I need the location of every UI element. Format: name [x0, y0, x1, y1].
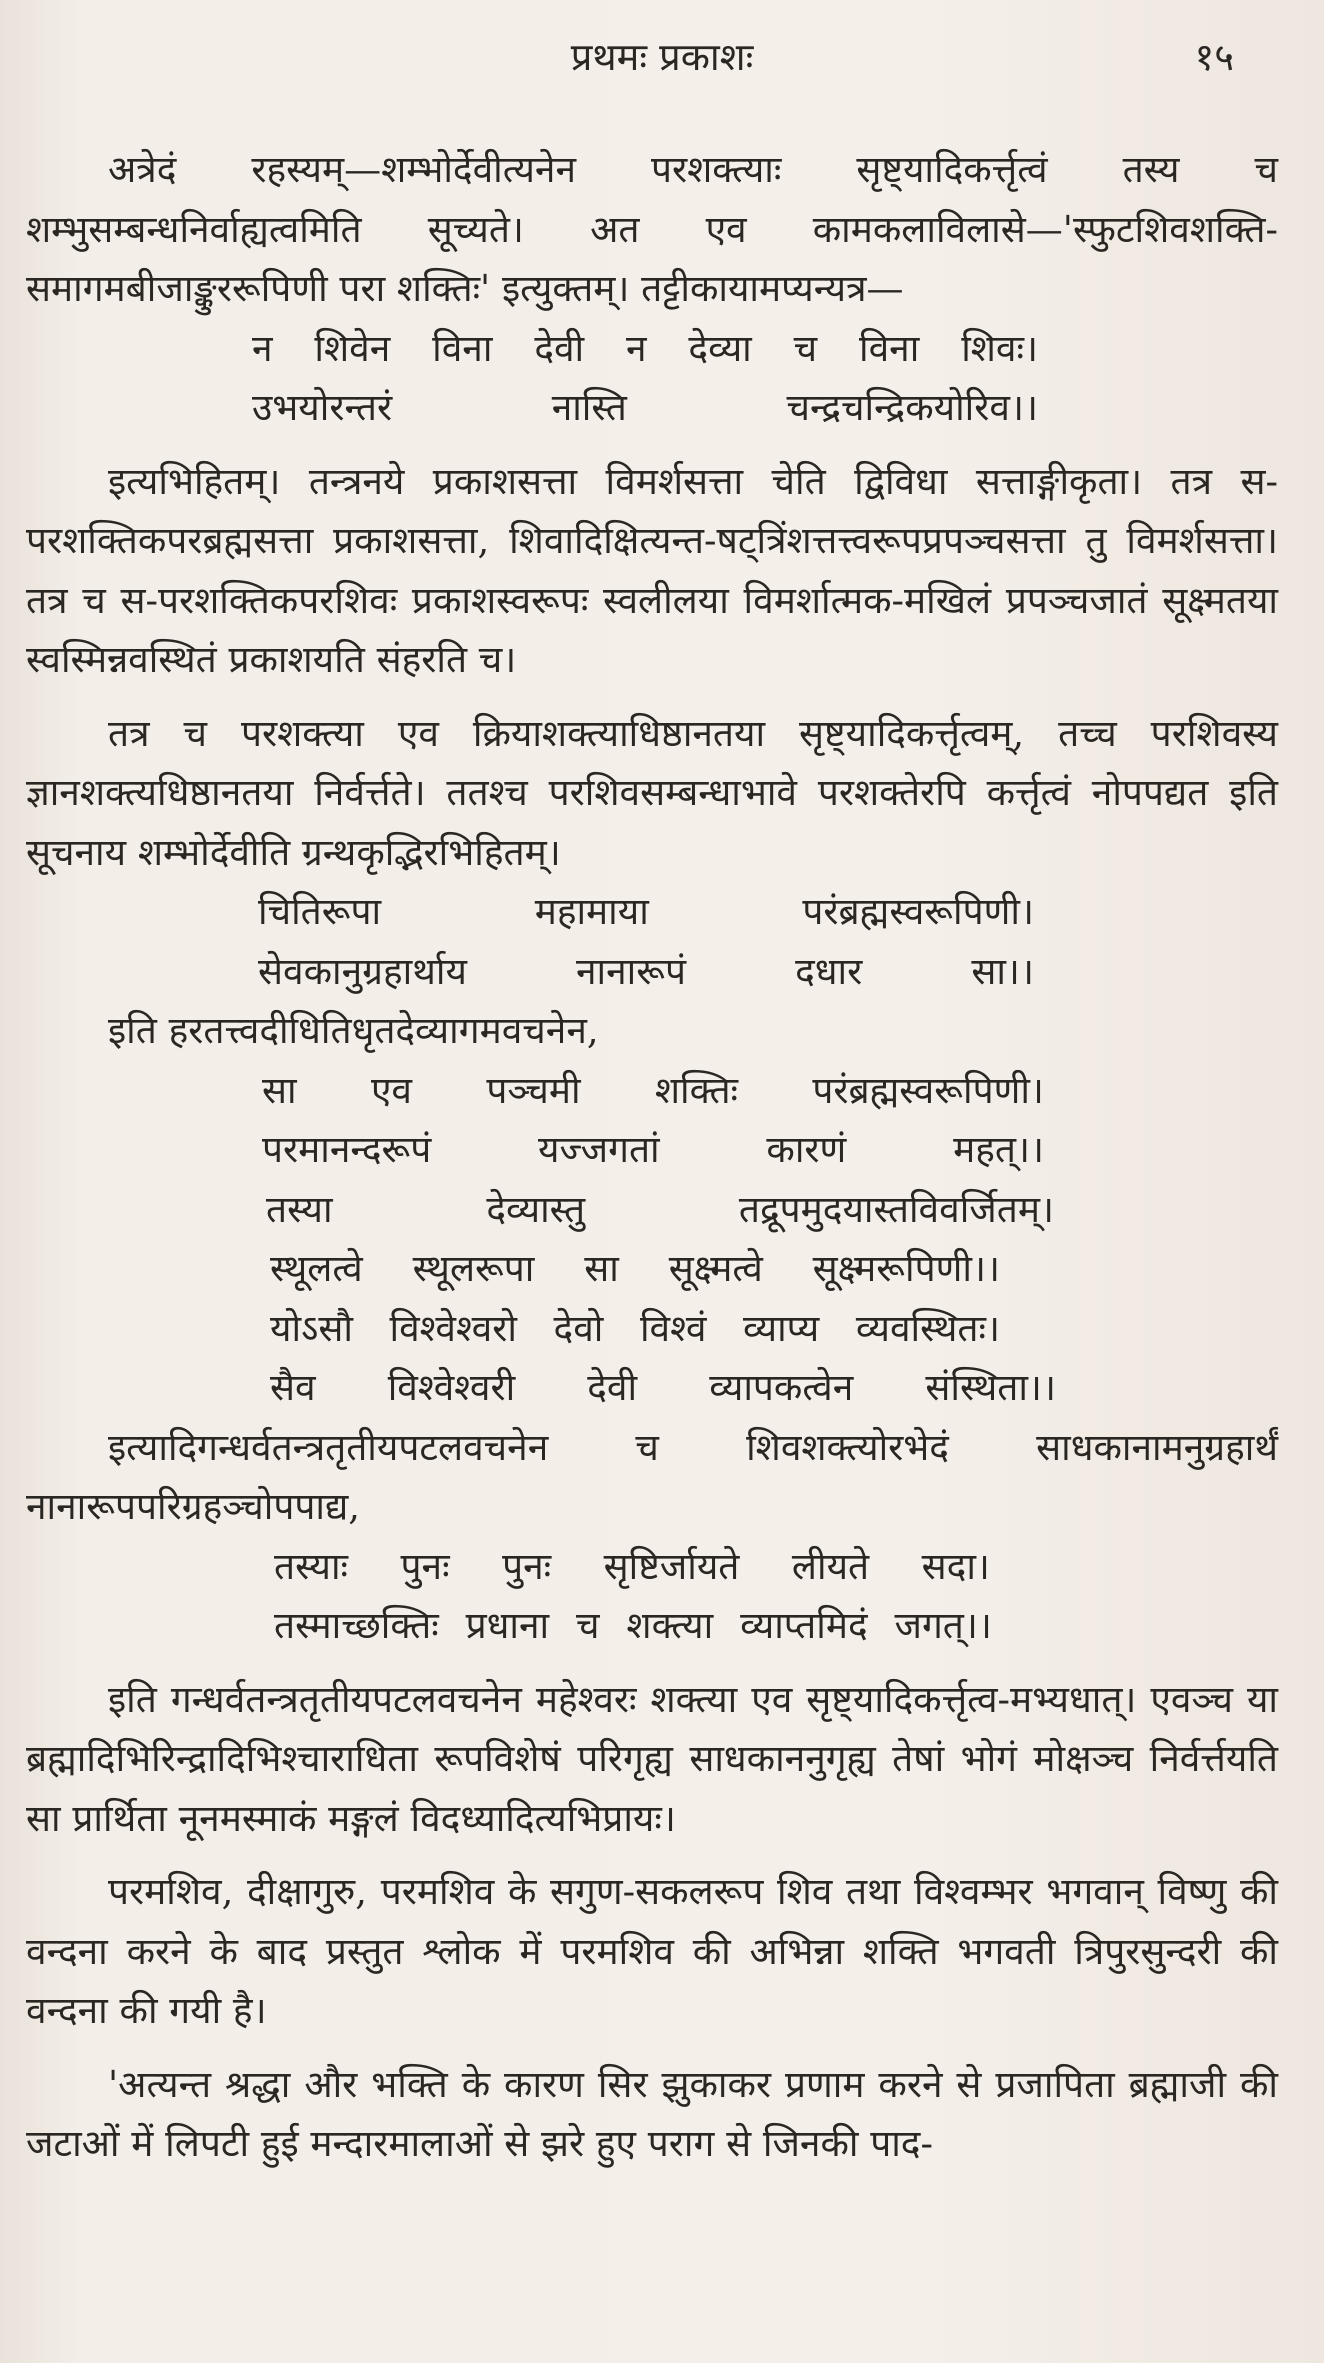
paragraph-1: अत्रेदं रहस्यम्—शम्भोर्देवीत्यनेन परशक्त्याः सृष्ट्यादिकर्त्तृत्वं तस्य च शम्भुसम्बन्धनिर्वाह्यत्वमिति सूच्यते। अत एव कामकलाविलासे—'स्फुटशिवशक्ति-समागमबीजाङ्कुररूपिणी परा शक्तिः' इत्युक्तम्। तट्टीकायामप्यन्यत्र—: [26, 148, 1278, 310]
verse-line: [252, 378, 1038, 438]
verse-word: विश्वेश्वरी: [387, 1366, 516, 1409]
verse-word: चन्द्रचन्द्रिकयोरिव।।: [786, 386, 1038, 429]
verse-word: एव: [370, 1068, 412, 1112]
verse-word: शक्तिः: [654, 1068, 739, 1112]
running-header-title: प्रथमः प्रकाशः: [570, 35, 754, 79]
verse-word: पुनः: [502, 1544, 552, 1588]
verse-word: विना: [432, 326, 493, 370]
verse-word: दधार: [795, 949, 863, 993]
verse-word: देव्यास्तु: [486, 1187, 586, 1231]
verse-word: न: [252, 326, 273, 370]
verse-word: सदा।: [921, 1544, 990, 1588]
verse-word: तस्या: [266, 1187, 333, 1231]
verse-1: [26, 319, 1278, 438]
verse-word: शिवः।: [961, 326, 1038, 370]
paragraph-2: इत्यभिहितम्। तन्त्रनये प्रकाशसत्ता विमर्शसत्ता चेति द्विविधा सत्ताङ्गीकृता। तत्र स-परशक्तिकपरब्रह्मसत्ता प्रकाशसत्ता, शिवादिक्षित्यन्त-षट्त्रिंशत्तत्त्वरूपप्रपञ्चसत्ता तु विमर्शसत्ता। तत्र च स-परशक्तिकपरशिवः प्रकाशस्वरूपः स्वलीलया विमर्शात्मक-मखिलं प्रपञ्चजातं सूक्ष्मतया स्वस्मिन्नवस्थितं प्रकाशयति संहरति च।: [26, 459, 1278, 681]
verse-word: च: [793, 326, 818, 370]
paragraph-5: इत्यादिगन्धर्वतन्त्रतृतीयपटलवचनेन च शिवशक्त्योरभेदं साधकानामनुग्रहार्थं नानारूपपरिग्रहञ्चोपपाद्य,: [26, 1425, 1278, 1528]
verse-word: व्याप्य: [742, 1306, 820, 1350]
verse-word: विना: [859, 326, 920, 370]
verse-word: देव्या: [688, 326, 752, 370]
verse-word: सा।।: [971, 949, 1034, 993]
verse-word: नानारूपं: [576, 949, 687, 993]
paragraph-6: इति गन्धर्वतन्त्रतृतीयपटलवचनेन महेश्वरः शक्त्या एव सृष्ट्यादिकर्त्तृत्व-मभ्यधात्। एवञ्च या ब्रह्मादिभिरिन्द्रादिभिश्चाराधिता रूपविशेषं परिगृह्य साधकाननुगृह्य तेषां भोगं मोक्षञ्च निर्वर्त्तयति सा प्रार्थिता नूनमस्माकं मङ्गलं विदध्यादित्यभिप्रायः।: [26, 1677, 1278, 1840]
verse-word: महामाया: [534, 890, 649, 933]
verse-line: [274, 1537, 990, 1597]
verse-word: कारणं: [766, 1128, 847, 1171]
verse-word: सैव: [270, 1366, 316, 1409]
paragraph-8-hindi: 'अत्यन्त श्रद्धा और भक्ति के कारण सिर झुकाकर प्रणाम करने से प्रजापिता ब्रह्माजी की जटाओं में लिपटी हुई मन्दारमालाओं से झरे हुए पराग से जिनकी पाद-: [26, 2062, 1278, 2165]
verse-word: देवी: [587, 1366, 638, 1409]
verse-word: देवी: [534, 326, 585, 370]
page-number: १५: [1194, 35, 1234, 79]
verse-word: विश्वं: [639, 1306, 707, 1350]
verse-word: न: [626, 326, 647, 370]
verse-word: तस्याः: [274, 1544, 348, 1588]
paragraph-4: इति हरतत्त्वदीधितिधृतदेव्यागमवचनेन,: [108, 1009, 599, 1052]
verse-2: [26, 882, 1278, 1001]
verse-word: पुनः: [400, 1544, 450, 1588]
verse-line: [258, 882, 1034, 942]
verse-word: प्रधाना: [465, 1604, 550, 1647]
paragraph-7-hindi: परमशिव, दीक्षागुरु, परमशिव के सगुण-सकलरूप शिव तथा विश्वम्भर भगवान् विष्णु की वन्दना करने के बाद प्रस्तुत श्लोक में परमशिव की अभिन्ना शक्ति भगवती त्रिपुरसुन्दरी की वन्दना की गयी है।: [26, 1870, 1278, 2032]
verse-word: योऽसौ: [270, 1306, 353, 1350]
paragraph-3: तत्र च परशक्त्या एव क्रियाशक्त्याधिष्ठानतया सृष्ट्यादिकर्त्तृत्वम्, तच्च परशिवस्य ज्ञानशक्त्यधिष्ठानतया निर्वर्त्तते। ततश्च परशिवसम्बन्धाभावे परशक्तेरपि कर्त्तृत्वं नोपपद्यत इति सूचनाय शम्भोर्देवीति ग्रन्थकृद्भिरभिहितम्।: [26, 711, 1278, 874]
verse-word: परंब्रह्मस्वरूपिणी।: [812, 1068, 1044, 1112]
verse-word: तस्माच्छक्तिः: [274, 1604, 439, 1647]
verse-word: च: [576, 1604, 600, 1647]
verse-word: परमानन्दरूपं: [262, 1128, 432, 1171]
verse-word: सा: [262, 1068, 297, 1112]
verse-word: व्याप्तमिदं: [740, 1604, 868, 1647]
verse-line: [270, 1299, 1000, 1359]
verse-word: शक्त्या: [626, 1604, 714, 1647]
verse-word: परंब्रह्मस्वरूपिणी।: [802, 890, 1034, 933]
verse-word: व्यापकत्वेन: [709, 1366, 854, 1409]
verse-word: व्यवस्थितः।: [855, 1306, 1000, 1350]
verse-line: [270, 1358, 1056, 1418]
verse-word: पञ्चमी: [486, 1068, 581, 1112]
verse-word: सूक्ष्मरूपिणी।।: [812, 1247, 1000, 1290]
verse-word: सृष्टिर्जायते: [603, 1544, 740, 1588]
verse-line: [262, 1120, 1044, 1180]
verse-word: लीयते: [791, 1544, 870, 1588]
verse-word: जगत्।।: [894, 1604, 992, 1647]
verse-word: स्थूलरूपा: [412, 1247, 535, 1290]
verse-line: [274, 1596, 992, 1656]
verse-word: यज्जगतां: [538, 1128, 660, 1171]
page-body: [26, 140, 1278, 2174]
verse-word: विश्वेश्वरो: [389, 1306, 517, 1350]
verse-4: [26, 1537, 1278, 1656]
verse-word: महत्।।: [953, 1128, 1044, 1171]
verse-line: [270, 1239, 1000, 1299]
verse-line: [258, 942, 1034, 1002]
verse-word: उभयोरन्तरं: [252, 386, 393, 429]
verse-line: [266, 1180, 1054, 1240]
verse-word: स्थूलत्वे: [270, 1247, 363, 1290]
verse-word: सेवकानुग्रहार्थाय: [258, 949, 467, 993]
verse-word: शिवेन: [314, 326, 391, 370]
verse-line: [262, 1061, 1044, 1121]
verse-word: सा: [584, 1247, 619, 1290]
verse-word: देवो: [553, 1306, 604, 1350]
verse-word: सूक्ष्मत्वे: [668, 1247, 763, 1290]
verse-word: नास्ति: [551, 386, 627, 429]
verse-word: तद्रूपमुदयास्तविवर्जितम्।: [738, 1187, 1054, 1231]
verse-word: संस्थिता।।: [925, 1366, 1056, 1409]
verse-word: चितिरूपा: [258, 890, 382, 933]
verse-3: [26, 1061, 1278, 1418]
verse-line: [252, 319, 1038, 379]
